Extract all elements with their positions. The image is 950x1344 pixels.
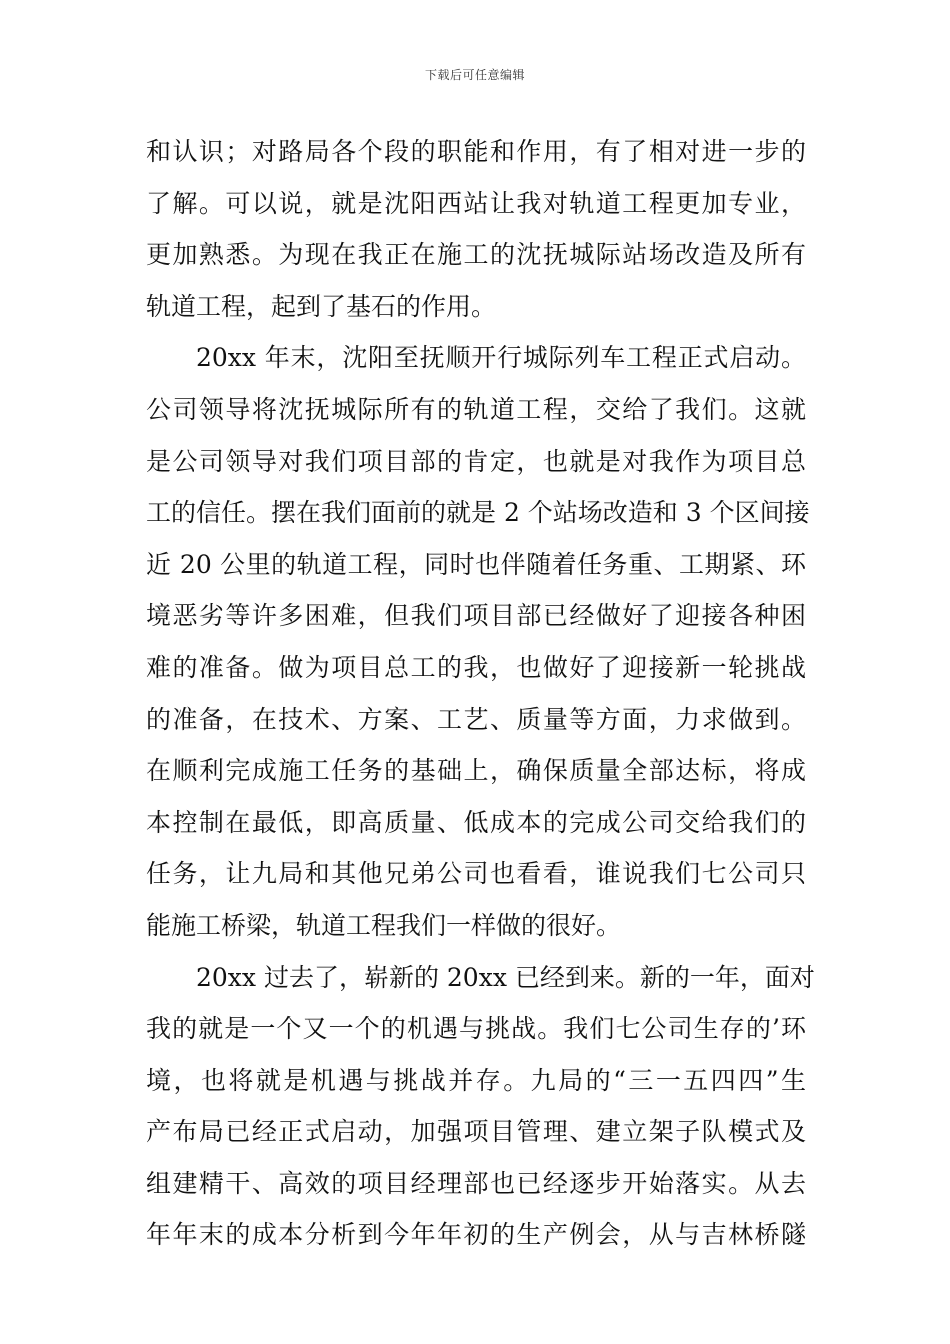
paragraph-1-line-4: 轨道工程，起到了基石的作用。 xyxy=(146,291,497,321)
paragraph-3-line-1: 20xx 过去了，崭新的 20xx 已经到来。新的一年，面对 xyxy=(196,962,815,992)
paragraph-2-line-12: 能施工桥梁，轨道工程我们一样做的很好。 xyxy=(146,910,622,940)
paragraph-3-line-6: 年年末的成本分析到今年年初的生产例会，从与吉林桥隧 xyxy=(146,1220,806,1250)
paragraph-2-line-7: 难的准备。做为项目总工的我，也做好了迎接新一轮挑战 xyxy=(146,652,806,682)
paragraph-1-line-3: 更加熟悉。为现在我正在施工的沈抚城际站场改造及所有 xyxy=(146,240,806,270)
paragraph-2-line-9: 在顺利完成施工任务的基础上，确保质量全部达标，将成 xyxy=(146,756,806,786)
paragraph-3-line-5: 组建精干、高效的项目经理部也已经逐步开始落实。从去 xyxy=(146,1168,806,1198)
paragraph-2-line-4: 工的信任。摆在我们面前的就是 2 个站场改造和 3 个区间接 xyxy=(146,498,810,528)
document-body xyxy=(146,126,815,1261)
paragraph-3-line-4: 产布局已经正式启动，加强项目管理、建立架子队模式及 xyxy=(146,1117,806,1147)
paragraph-3-line-3: 境，也将就是机遇与挑战并存。九局的“三一五四四”生 xyxy=(146,1065,806,1095)
paragraph-2-line-6: 境恶劣等许多困难，但我们项目部已经做好了迎接各种困 xyxy=(146,601,806,631)
paragraph-2-line-3: 是公司领导对我们项目部的肯定，也就是对我作为项目总 xyxy=(146,446,806,476)
paragraph-1-line-1: 和认识；对路局各个段的职能和作用，有了相对进一步的 xyxy=(146,137,806,166)
paragraph-2-line-1: 20xx 年末，沈阳至抚顺开行城际列车工程正式启动。 xyxy=(196,343,806,373)
paragraph-3-line-2: 我的就是一个又一个的机遇与挑战。我们七公司生存的’环 xyxy=(146,1014,806,1044)
page-header: 下载后可任意编辑 xyxy=(424,68,525,82)
paragraph-2-line-11: 任务，让九局和其他兄弟公司也看看，谁说我们七公司只 xyxy=(146,859,806,889)
paragraph-2-line-2: 公司领导将沈抚城际所有的轨道工程，交给了我们。这就 xyxy=(146,394,806,424)
paragraph-2-line-8: 的准备，在技术、方案、工艺、质量等方面，力求做到。 xyxy=(146,704,806,734)
paragraph-1-line-2: 了解。可以说，就是沈阳西站让我对轨道工程更加专业， xyxy=(146,188,806,218)
paragraph-2-line-5: 近 20 公里的轨道工程，同时也伴随着任务重、工期紧、环 xyxy=(146,549,806,579)
paragraph-2-line-10: 本控制在最低，即高质量、低成本的完成公司交给我们的 xyxy=(146,807,806,837)
